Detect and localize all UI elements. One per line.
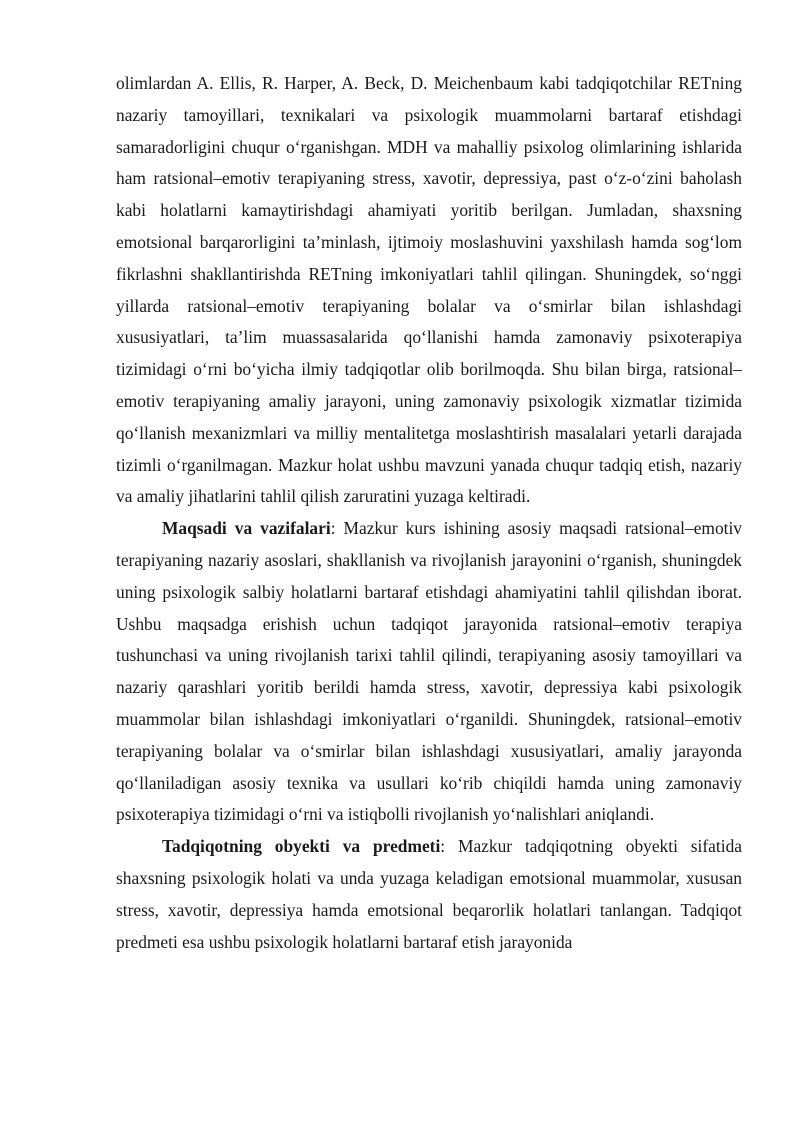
section-heading-goals: Maqsadi va vazifalari [162, 518, 331, 539]
paragraph-literature-review: olimlardan A. Ellis, R. Harper, A. Beck, D. Meichenbaum kabi tadqiqotchilar RETning nazariy tamoyillari, texnikalari va psixologik muammolarni bartaraf etishdagi samaradorligini chuqur o‘rganishgan. MDH va mahalliy psixolog olimlarining ishlarida ham ratsional–emotiv terapiyaning stress, xavotir, depressiya, past o‘z-o‘zini baholash kabi holatlarni kamaytirishdagi ahamiyati yoritib berilgan. Jumladan, shaxsning emotsional barqarorligini ta’minlash, ijtimoiy moslashuvini yaxshilash hamda sog‘lom fikrlashni shakllantirishda RETning imkoniyatlari tahlil qilingan. Shuningdek, so‘nggi yillarda ratsional–emotiv terapiyaning bolalar va o‘smirlar bilan ishlashdagi xususiyatlari, ta’lim muassasalarida qo‘llanishi hamda zamonaviy psixoterapiya tizimidagi o‘rni bo‘yicha ilmiy tadqiqotlar olib borilmoqda. Shu bilan birga, ratsional–emotiv terapiyaning amaliy jarayoni, uning zamonaviy psixologik xizmatlar tizimida qo‘llanish mexanizmlari va milliy mentalitetga moslashtirish masalalari yetarli darajada tizimli o‘rganilmagan. Mazkur holat ushbu mavzuni yanada chuqur tadqiq etish, nazariy va amaliy jihatlarini tahlil qilish zaruratini yuzaga keltiradi. [116, 73, 742, 507]
paragraph-goals-and-tasks [116, 513, 742, 831]
document-page [116, 68, 742, 958]
paragraph-goals-body: : Mazkur kurs ishining asosiy maqsadi ratsional–emotiv terapiyaning nazariy asoslari, shakllanish va rivojlanish jarayonini o‘rganish, shuningdek uning psixologik salbiy holatlarni bartaraf etishdagi ahamiyatini tahlil qilishdan iborat. Ushbu maqsadga erishish uchun tadqiqot jarayonida ratsional–emotiv terapiya tushunchasi va uning rivojlanish tarixi tahlil qilindi, terapiyaning asosiy tamoyillari va nazariy qarashlari yoritib berildi hamda stress, xavotir, depressiya kabi psixologik muammolar bilan ishlashdagi imkoniyatlari o‘rganildi. Shuningdek, ratsional–emotiv terapiyaning bolalar va o‘smirlar bilan ishlashdagi xususiyatlari, amaliy jarayonda qo‘llaniladigan asosiy texnika va usullari ko‘rib chiqildi hamda uning zamonaviy psixoterapiya tizimidagi o‘rni va istiqbolli rivojlanish yo‘nalishlari aniqlandi. [116, 518, 742, 825]
section-heading-object: Tadqiqotning obyekti va predmeti [162, 836, 441, 857]
paragraph-object-body: : Mazkur tadqiqotning obyekti sifatida shaxsning psixologik holati va unda yuzaga keladigan emotsional muammolar, xususan stress, xavotir, depressiya hamda emotsional beqarorlik holatlari tanlangan. Tadqiqot predmeti esa ushbu psixologik holatlarni bartaraf etish jarayonida [116, 836, 742, 952]
paragraph-object-and-subject [116, 831, 742, 958]
